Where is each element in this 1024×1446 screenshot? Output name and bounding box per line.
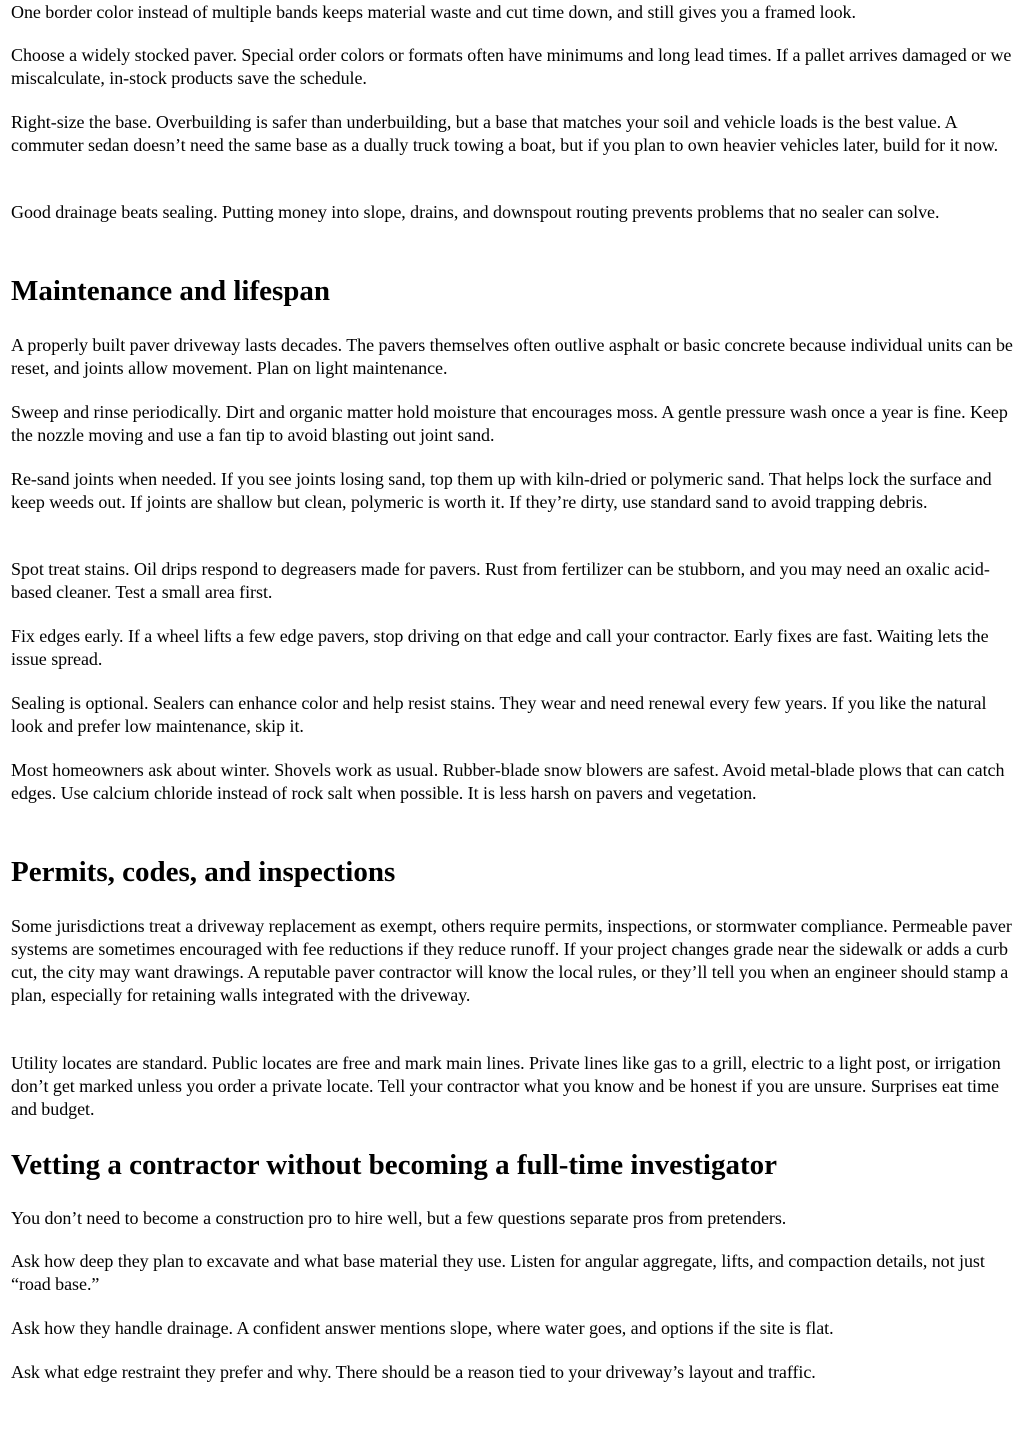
paragraph: Ask what edge restraint they prefer and why. There should be a reason tied to your driveway’s layout and traffic. bbox=[11, 1362, 816, 1382]
paragraph: A properly built paver driveway lasts decades. The pavers themselves often outlive asphalt or basic concrete because individual units can be reset, and joints allow movement. Plan on light maintenance. bbox=[11, 335, 1013, 378]
paragraph: Right-size the base. Overbuilding is safer than underbuilding, but a base that matches your soil and vehicle loads is the best value. A commuter sedan doesn’t need the same base as a dually truck towing a boat, but if you plan to own heavier vehicles later, build for it now. bbox=[11, 112, 999, 155]
paragraph: Sealing is optional. Sealers can enhance color and help resist stains. They wear and need renewal every few years. If you like the natural look and prefer low maintenance, skip it. bbox=[11, 693, 987, 736]
section-heading-vetting: Vetting a contractor without becoming a full-time investigator bbox=[11, 1149, 777, 1181]
paragraph: Most homeowners ask about winter. Shovels work as usual. Rubber-blade snow blowers are safest. Avoid metal-blade plows that can catch edges. Use calcium chloride instead of rock salt when possible. It is less harsh on pavers and vegetation. bbox=[11, 760, 1005, 803]
paragraph: Re-sand joints when needed. If you see joints losing sand, top them up with kiln-dried or polymeric sand. That helps lock the surface and keep weeds out. If joints are shallow but clean, polymeric is worth it. If they’re dirty, use standard sand to avoid trapping debris. bbox=[11, 469, 992, 512]
paragraph: Choose a widely stocked paver. Special order colors or formats often have minimums and long lead times. If a pallet arrives damaged or we miscalculate, in-stock products save the schedule. bbox=[11, 45, 1012, 88]
paragraph: Some jurisdictions treat a driveway replacement as exempt, others require permits, inspections, or stormwater compliance. Permeable paver systems are sometimes encouraged with fee reductions if they reduce runoff. If your project changes grade near the sidewalk or adds a curb cut, the city may want drawings. A reputable paver contractor will know the local rules, or they’ll tell you when an engineer should stamp a plan, especially for retaining walls integrated with the driveway. bbox=[11, 916, 1012, 1005]
paragraph: One border color instead of multiple bands keeps material waste and cut time down, and still gives you a framed look. bbox=[11, 2, 856, 22]
paragraph: You don’t need to become a construction pro to hire well, but a few questions separate pros from pretenders. bbox=[11, 1208, 787, 1228]
paragraph: Ask how deep they plan to excavate and what base material they use. Listen for angular aggregate, lifts, and compaction details, not just “road base.” bbox=[11, 1251, 985, 1294]
section-heading-permits: Permits, codes, and inspections bbox=[11, 856, 396, 888]
paragraph: Spot treat stains. Oil drips respond to degreasers made for pavers. Rust from fertilizer can be stubborn, and you may need an oxalic acid-based cleaner. Test a small area first. bbox=[11, 559, 990, 602]
paragraph: Good drainage beats sealing. Putting money into slope, drains, and downspout routing prevents problems that no sealer can solve. bbox=[11, 202, 940, 222]
paragraph: Sweep and rinse periodically. Dirt and organic matter hold moisture that encourages moss. A gentle pressure wash once a year is fine. Keep the nozzle moving and use a fan tip to avoid blasting out joint sand. bbox=[11, 402, 1008, 445]
paragraph: Fix edges early. If a wheel lifts a few edge pavers, stop driving on that edge and call your contractor. Early fixes are fast. Waiting lets the issue spread. bbox=[11, 626, 989, 669]
paragraph: Ask how they handle drainage. A confident answer mentions slope, where water goes, and options if the site is flat. bbox=[11, 1318, 834, 1338]
section-heading-maintenance: Maintenance and lifespan bbox=[11, 275, 331, 307]
paragraph: Utility locates are standard. Public locates are free and mark main lines. Private lines like gas to a grill, electric to a light post, or irrigation don’t get marked unless you order a private locate. Tell your contractor what you know and be honest if you are unsure. Surprises eat time and budget. bbox=[11, 1053, 1001, 1119]
